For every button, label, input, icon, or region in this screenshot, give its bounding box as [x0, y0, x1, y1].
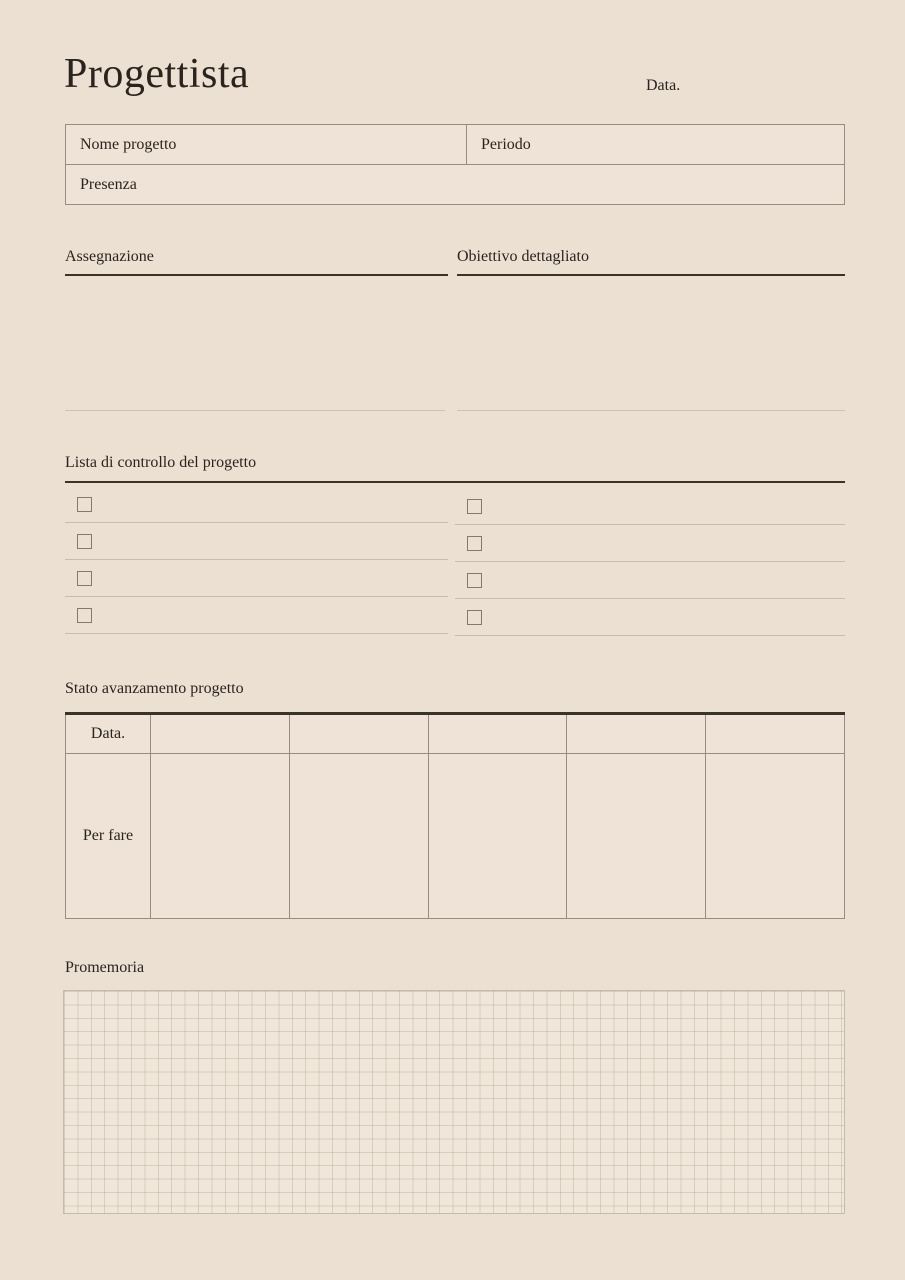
checklist-column-right: [455, 488, 845, 636]
objective-writing-line: [457, 410, 845, 411]
progress-table: [65, 712, 845, 919]
checklist-item: [65, 486, 448, 523]
progress-date-header: Data.: [66, 714, 151, 754]
checklist-item: [65, 597, 448, 634]
checklist-column-left: [65, 486, 448, 634]
memo-heading: Promemoria: [65, 959, 145, 976]
period-field[interactable]: Periodo: [467, 125, 845, 165]
checklist-item: [455, 599, 845, 636]
progress-todo-cell[interactable]: [151, 754, 290, 919]
table-row: [66, 714, 845, 754]
checkbox-icon[interactable]: [77, 608, 92, 623]
checklist-item: [455, 562, 845, 599]
presence-field[interactable]: Presenza: [66, 165, 845, 205]
checklist-item: [455, 525, 845, 562]
progress-heading: Stato avanzamento progetto: [65, 680, 244, 697]
checklist-heading: Lista di controllo del progetto: [65, 454, 257, 471]
checklist-rule: [65, 481, 845, 483]
progress-date-cell[interactable]: [567, 714, 706, 754]
checkbox-icon[interactable]: [467, 499, 482, 514]
progress-date-cell[interactable]: [151, 714, 290, 754]
table-row: [66, 165, 845, 205]
date-label: Data.: [646, 77, 681, 94]
progress-todo-cell[interactable]: [706, 754, 845, 919]
table-row: [66, 125, 845, 165]
table-row: [66, 754, 845, 919]
assignment-writing-line: [65, 410, 445, 411]
checkbox-icon[interactable]: [77, 534, 92, 549]
checkbox-icon[interactable]: [467, 573, 482, 588]
checklist-item: [455, 488, 845, 525]
progress-todo-header: Per fare: [66, 754, 151, 919]
checkbox-icon[interactable]: [77, 571, 92, 586]
progress-todo-cell[interactable]: [567, 754, 706, 919]
checkbox-icon[interactable]: [467, 610, 482, 625]
checklist-item: [65, 523, 448, 560]
memo-grid-paper[interactable]: [63, 990, 845, 1214]
progress-date-cell[interactable]: [706, 714, 845, 754]
project-info-table: [65, 124, 845, 205]
progress-date-cell[interactable]: [428, 714, 567, 754]
objective-heading: Obiettivo dettagliato: [457, 248, 845, 276]
assignment-heading: Assegnazione: [65, 248, 448, 276]
checklist-item: [65, 560, 448, 597]
checkbox-icon[interactable]: [467, 536, 482, 551]
progress-todo-cell[interactable]: [289, 754, 428, 919]
progress-date-cell[interactable]: [289, 714, 428, 754]
project-name-field[interactable]: Nome progetto: [66, 125, 467, 165]
checkbox-icon[interactable]: [77, 497, 92, 512]
progress-todo-cell[interactable]: [428, 754, 567, 919]
page-title: Progettista: [64, 51, 250, 97]
